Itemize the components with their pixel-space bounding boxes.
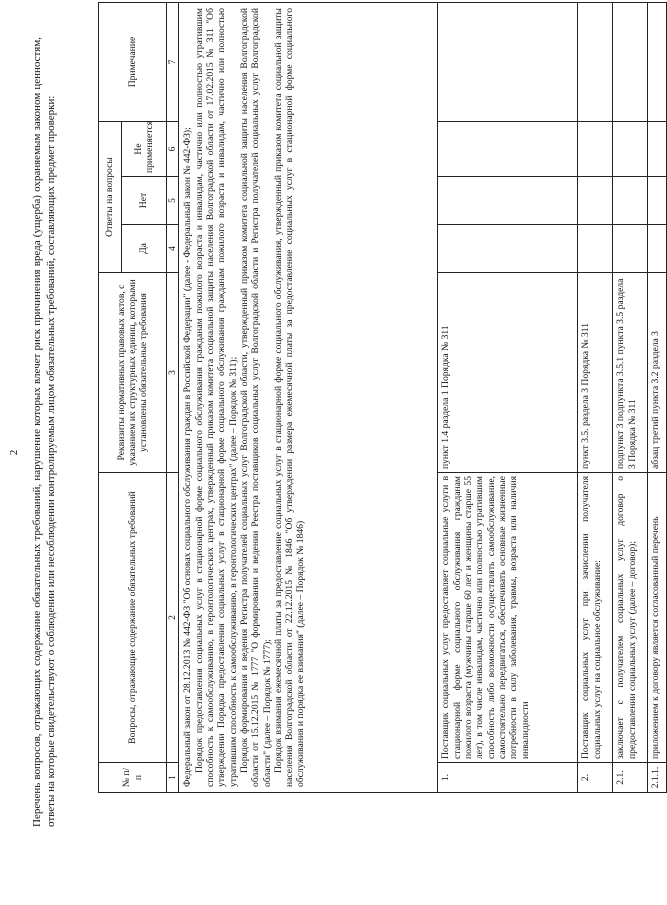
table-row [648, 3, 667, 793]
note-cell[interactable] [613, 3, 648, 122]
column-index: 4 [167, 225, 179, 273]
row-number: 2.1. [613, 763, 648, 793]
row-requisites: подпункт 3 подпункта 3.5.1 пункта 3.5 раздела 3 Порядка № 311 [613, 273, 648, 473]
column-index: 5 [167, 177, 179, 225]
row-number: 1. [438, 763, 578, 793]
table-row [613, 3, 648, 793]
answer-yes-cell[interactable] [578, 225, 613, 273]
note-cell[interactable] [578, 3, 613, 122]
header-num: № п/п [99, 763, 167, 793]
legal-basis-item: Порядок взимания ежемесячной платы за предоставление социальных услуг в стационарной форме социального обслуживания, утвержденный приказом комитета социальной защиты населения Волгоградской области от 22.12.2015 № 1846 "Об утверждении размера ежемесячной платы за предоставление социальных услуг в стационарной форме социального обслуживания и порядка ее взимания" (далее – Порядок № 1846) [272, 8, 307, 787]
row-requisites: пункт 1.4 раздела 1 Порядка № 311 [438, 273, 578, 473]
answer-na-cell[interactable] [438, 122, 578, 177]
header-answers: Ответы на вопросы [99, 122, 122, 273]
row-requisites: пункт 3.5. раздела 3 Порядка № 311 [578, 273, 613, 473]
row-question: Поставщик социальных услуг при зачислении получателя социальных услуг на социальное обслуживание: [578, 473, 613, 763]
row-requisites: абзац третий пункта 3.2 раздела 3 [648, 273, 667, 473]
column-index: 7 [167, 3, 179, 122]
answer-na-cell[interactable] [613, 122, 648, 177]
row-number: 2.1.1. [648, 763, 667, 793]
table-row [578, 3, 613, 793]
legal-basis-row [179, 3, 438, 793]
header-question: Вопросы, отражающие содержание обязательных требований [99, 473, 167, 763]
checklist-table [98, 2, 667, 793]
header-na: Не применяется [122, 122, 167, 177]
header-requisites: Реквизиты нормативных правовых актов, с указанием их структурных единиц, которыми установлены обязательные требования [99, 273, 167, 473]
header-note: Примечание [99, 3, 167, 122]
intro-paragraph: Перечень вопросов, отражающих содержание обязательных требований, нарушение которых влечет риск причинения вреда (ущерба) охраняемым законом ценностям, ответы на которые свидетельствуют о соблюдении или несоблюдении контролируемым лицом обязательных требований, составляющих предмет проверки: [31, 37, 58, 827]
table-row [438, 3, 578, 793]
column-index: 6 [167, 122, 179, 177]
answer-no-cell[interactable] [438, 177, 578, 225]
answer-yes-cell[interactable] [613, 225, 648, 273]
answer-yes-cell[interactable] [438, 225, 578, 273]
column-index-row [167, 3, 179, 793]
legal-basis-item: Порядок формирования и ведения Регистра получателей социальных услуг Волгоградской области, утвержденный приказом комитета социальной защиты населения Волгоградской области от 15.12.2015 № 1777 "О формировании и ведении Реестра поставщиков социальных услуг Волгоградской области и Регистра получателей социальных услуг Волгоградской области" (далее – Порядок № 1777); [238, 8, 273, 787]
answer-yes-cell[interactable] [648, 225, 667, 273]
note-cell[interactable] [648, 3, 667, 122]
answer-no-cell[interactable] [578, 177, 613, 225]
header-yes: Да [122, 225, 167, 273]
answer-na-cell[interactable] [578, 122, 613, 177]
column-index: 1 [167, 763, 179, 793]
column-index: 2 [167, 473, 179, 763]
row-question: приложением к договору является согласованный перечень [648, 473, 667, 763]
legal-basis-cell [179, 3, 438, 793]
row-number: 2. [578, 763, 613, 793]
column-index: 3 [167, 273, 179, 473]
legal-basis-item: Федеральный закон от 28.12.2013 № 442-ФЗ "Об основах социального обслуживания граждан в Российской Федерации" (далее - Федеральный закон № 442-ФЗ); [182, 127, 194, 787]
header-row [99, 3, 122, 793]
page-number: 2 [8, 449, 20, 456]
row-question: заключает с получателем социальных услуг договор о предоставлении социальных услуг (далее – договор); [613, 473, 648, 763]
answer-no-cell[interactable] [648, 177, 667, 225]
legal-basis-item: Порядок предоставления социальных услуг в стационарной форме социального обслуживания гражданам пожилого возраста и инвалидам, частично или полностью утратившим способность к самообслуживанию, в геронтологических центрах, утвержденный приказом комитета социальной защиты населения Волгоградской области от 17.02.2015 № 311 "Об утверждении Порядка предоставления социальных услуг в стационарной форме социального обслуживания гражданам пожилого возраста и инвалидам, частично или полностью утратившим способность к самообслуживанию, в геронтологических центрах" (далее – Порядок № 311); [193, 8, 239, 787]
header-no: Нет [122, 177, 167, 225]
answer-na-cell[interactable] [648, 122, 667, 177]
answer-no-cell[interactable] [613, 177, 648, 225]
note-cell[interactable] [438, 3, 578, 122]
row-question: Поставщик социальных услуг предоставляет социальные услуги в стационарной форме социального обслуживания гражданам пожилого возраста (мужчины старше 60 лет и женщины старше 55 лет), в том числе инвалидам, частично или полностью утратившим способность либо возможности осуществлять самообслуживание, самостоятельно передвигаться, обеспечивать основные жизненные потребности в силу заболевания, травмы, возраста или наличия инвалидности [438, 473, 578, 763]
